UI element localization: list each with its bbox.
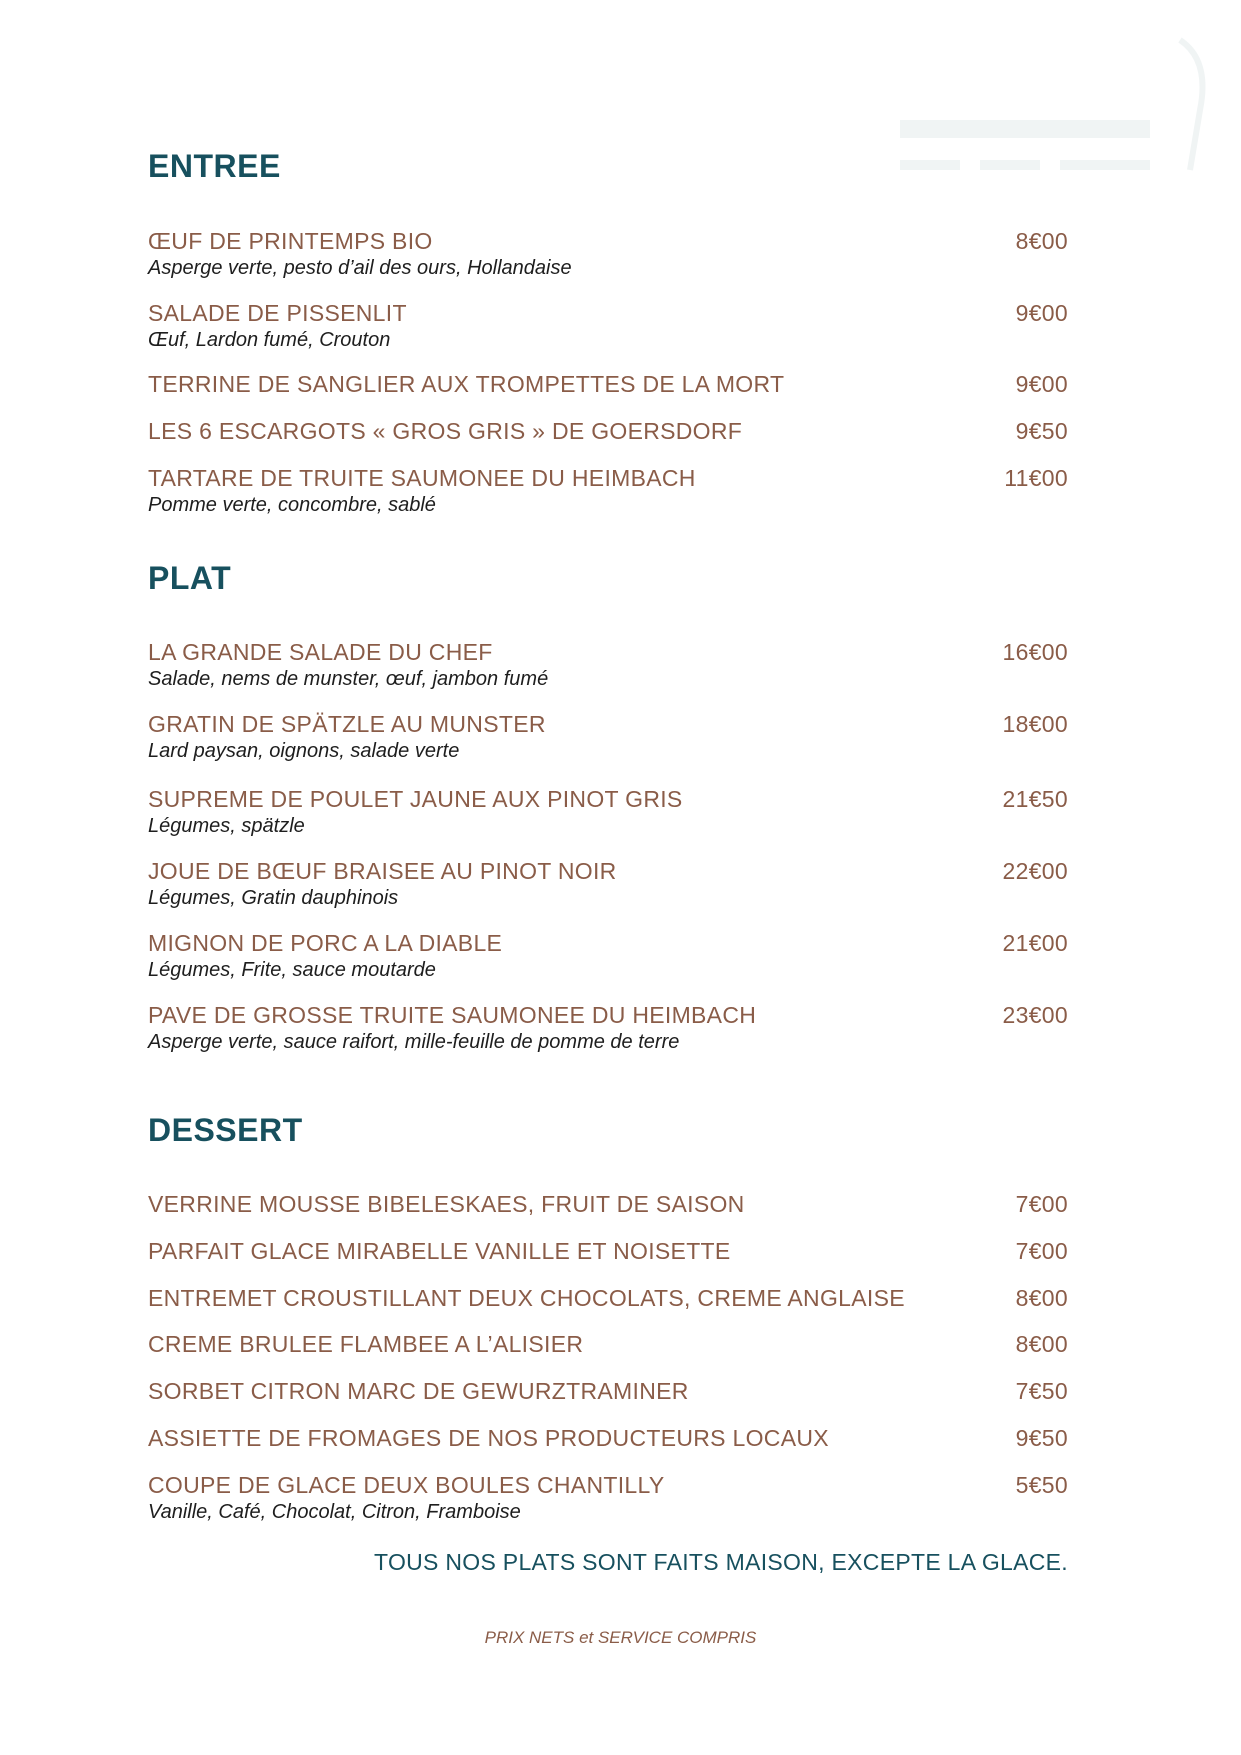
item-price: 16€00 [1002,639,1068,665]
footer-prices-note: PRIX NETS et SERVICE COMPRIS [484,1628,757,1647]
item-name: ASSIETTE DE FROMAGES DE NOS PRODUCTEURS LOCAUX [148,1425,829,1451]
item-price: 9€00 [1015,371,1068,397]
item-price: 7€00 [1015,1238,1068,1264]
item-description: Salade, nems de munster, œuf, jambon fumé [148,668,549,690]
item-price: 8€00 [1015,1331,1068,1357]
item-price: 8€00 [1015,228,1068,254]
item-name: ENTREMET CROUSTILLANT DEUX CHOCOLATS, CREME ANGLAISE [148,1285,905,1311]
item-description: Légumes, Gratin dauphinois [148,887,399,909]
item-description: Asperge verte, pesto d’ail des ours, Hollandaise [148,257,572,279]
item-price: 8€00 [1015,1285,1068,1311]
item-name: JOUE DE BŒUF BRAISEE AU PINOT NOIR [148,858,617,884]
item-name: PAVE DE GROSSE TRUITE SAUMONEE DU HEIMBACH [148,1002,757,1028]
item-description: Vanille, Café, Chocolat, Citron, Framboise [148,1501,521,1523]
item-price: 7€00 [1015,1191,1068,1217]
item-price: 9€50 [1015,418,1068,444]
item-price: 11€00 [1004,465,1068,491]
item-name: SALADE DE PISSENLIT [148,300,407,326]
item-price: 9€50 [1015,1425,1068,1451]
item-name: VERRINE MOUSSE BIBELESKAES, FRUIT DE SAISON [148,1191,745,1217]
item-price: 7€50 [1015,1378,1068,1404]
item-name: CREME BRULEE FLAMBEE A L’ALISIER [148,1331,584,1357]
item-description: Légumes, spätzle [148,815,305,837]
item-price: 9€00 [1015,300,1068,326]
item-description: Légumes, Frite, sauce moutarde [148,959,436,981]
item-price: 21€00 [1002,930,1068,956]
item-name: LA GRANDE SALADE DU CHEF [148,639,493,665]
item-price: 5€50 [1015,1472,1068,1498]
item-name: MIGNON DE PORC A LA DIABLE [148,930,503,956]
item-name: SORBET CITRON MARC DE GEWURZTRAMINER [148,1378,689,1404]
item-name: TERRINE DE SANGLIER AUX TROMPETTES DE LA MORT [148,371,785,397]
item-description: Œuf, Lardon fumé, Crouton [148,329,391,351]
item-price: 22€00 [1002,858,1068,884]
item-price: 21€50 [1002,786,1068,812]
section-title-dessert: DESSERT [148,1112,303,1148]
item-name: SUPREME DE POULET JAUNE AUX PINOT GRIS [148,786,683,812]
item-price: 18€00 [1002,711,1068,737]
item-name: TARTARE DE TRUITE SAUMONEE DU HEIMBACH [148,465,696,491]
item-name: LES 6 ESCARGOTS « GROS GRIS » DE GOERSDORF [148,418,743,444]
item-name: GRATIN DE SPÄTZLE AU MUNSTER [148,711,546,737]
item-name: COUPE DE GLACE DEUX BOULES CHANTILLY [148,1472,665,1498]
homemade-note: TOUS NOS PLATS SONT FAITS MAISON, EXCEPTE LA GLACE. [374,1549,1068,1575]
item-price: 23€00 [1002,1002,1068,1028]
section-title-plat: PLAT [148,560,232,596]
item-description: Lard paysan, oignons, salade verte [148,740,460,762]
section-title-entree: ENTREE [148,148,281,184]
item-description: Pomme verte, concombre, sablé [148,494,436,516]
logo-watermark-icon [880,20,1220,190]
item-name: ŒUF DE PRINTEMPS BIO [148,228,433,254]
item-name: PARFAIT GLACE MIRABELLE VANILLE ET NOISETTE [148,1238,731,1264]
item-description: Asperge verte, sauce raifort, mille-feuille de pomme de terre [148,1031,680,1053]
